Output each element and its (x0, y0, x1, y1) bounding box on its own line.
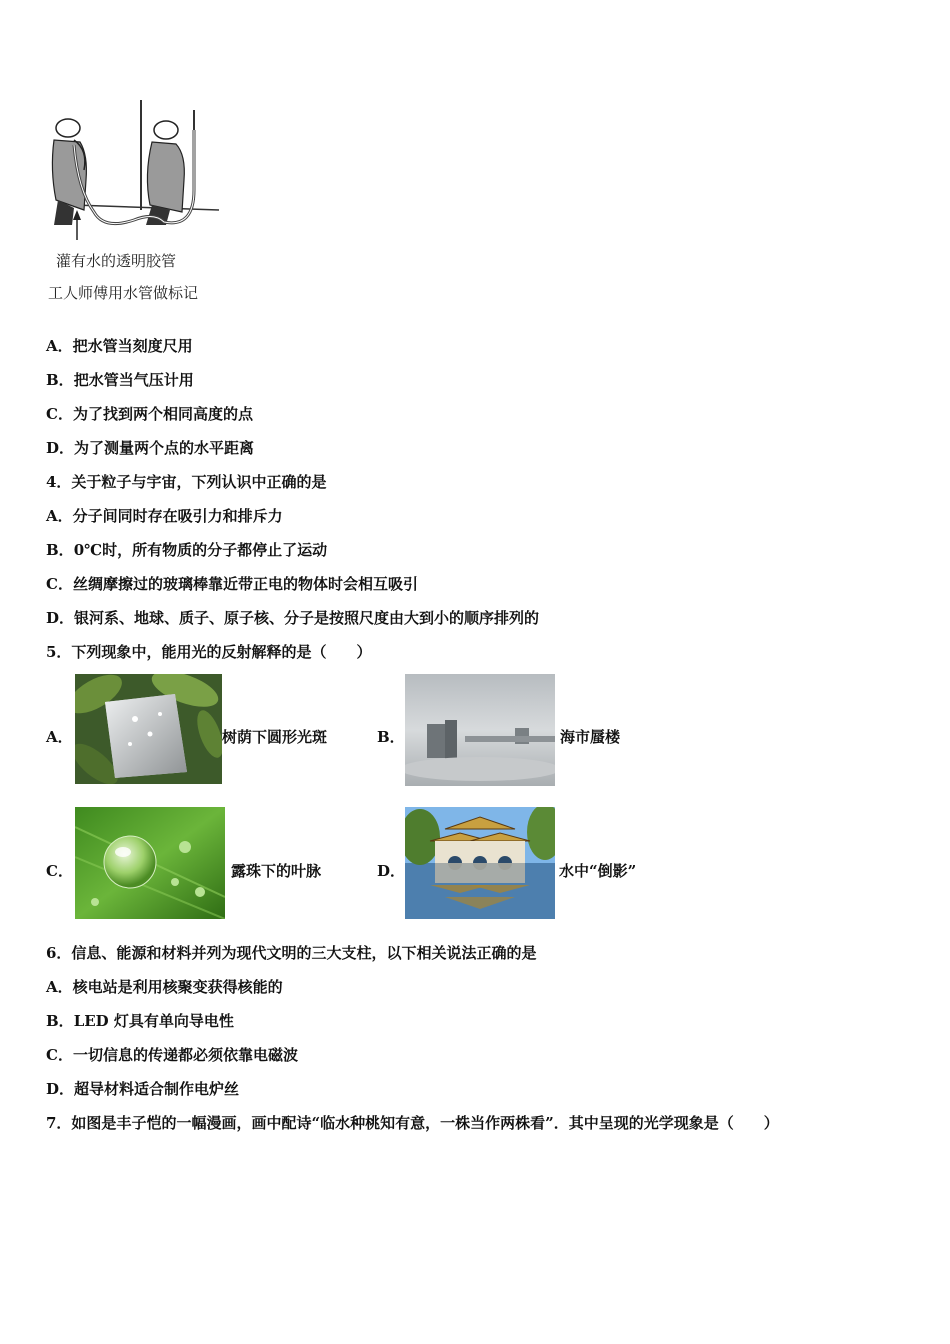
q4-stem: 4．关于粒子与宇宙，下列认识中正确的是 (46, 473, 327, 491)
q6-option-b: B．LED 灯具有单向导电性 (46, 1012, 234, 1030)
q3-option-c: C．为了找到两个相同高度的点 (46, 405, 253, 423)
q7-stem: 7．如图是丰子恺的一幅漫画，画中配诗“临水种桃知有意，一株当作两株看”．其中呈现的光学现象是（ ） (46, 1114, 779, 1132)
mirage-photo (405, 674, 555, 786)
q5-stem: 5．下列现象中，能用光的反射解释的是（ ） (46, 643, 372, 661)
q6-option-c: C．一切信息的传递都必须依靠电磁波 (46, 1046, 298, 1064)
dew-drop-leaf-photo (75, 807, 225, 919)
q5-option-b-label: B． (377, 728, 405, 746)
figure-caption-pointer: 灌有水的透明胶管 (56, 252, 177, 270)
q3-option-d: D．为了测量两个点的水平距离 (46, 439, 255, 457)
q3-option-b: B．把水管当气压计用 (46, 371, 194, 389)
q4-option-c: C．丝绸摩擦过的玻璃棒靠近带正电的物体时会相互吸引 (46, 575, 418, 593)
leaf-shadow-photo (75, 674, 222, 784)
q4-option-b: B．0℃时，所有物质的分子都停止了运动 (46, 541, 328, 559)
q4-option-d: D．银河系、地球、质子、原子核、分子是按照尺度由大到小的顺序排列的 (46, 609, 540, 627)
water-tube-illustration (44, 100, 224, 240)
q5-option-a-text: 树荫下圆形光斑 (222, 728, 328, 746)
q5-option-d-text: 水中“倒影” (559, 862, 637, 880)
q6-stem: 6．信息、能源和材料并列为现代文明的三大支柱，以下相关说法正确的是 (46, 944, 537, 962)
q6-option-a: A．核电站是利用核聚变获得核能的 (46, 978, 283, 996)
q5-option-a-label: A． (46, 728, 73, 746)
q6-option-d: D．超导材料适合制作电炉丝 (46, 1080, 240, 1098)
q5-option-b-text: 海市蜃楼 (560, 728, 621, 746)
q5-option-d-label: D． (377, 862, 406, 880)
q5-option-c-label: C． (46, 862, 73, 880)
q4-option-a: A．分子间同时存在吸引力和排斥力 (46, 507, 283, 525)
figure-caption-title: 工人师傅用水管做标记 (48, 284, 199, 302)
pavilion-reflection-photo (405, 807, 555, 919)
q5-option-c-text: 露珠下的叶脉 (231, 862, 322, 880)
q3-option-a: A．把水管当刻度尺用 (46, 337, 193, 355)
